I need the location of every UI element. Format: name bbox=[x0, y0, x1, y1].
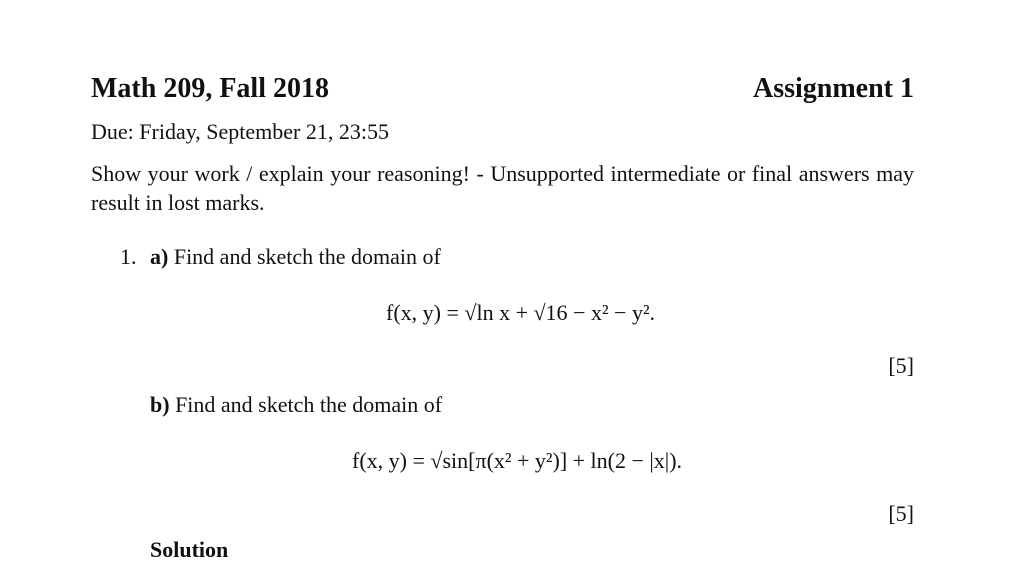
assignment-title: Assignment 1 bbox=[752, 73, 914, 104]
question-part-a bbox=[150, 243, 441, 271]
part-b-formula: f(x, y) = √sin[π(x² + y²)] + ln(2 − |x|). bbox=[352, 448, 683, 473]
part-a-marks: [5] bbox=[888, 353, 914, 378]
course-title: Math 209, Fall 2018 bbox=[91, 73, 329, 104]
part-a-label: a) bbox=[150, 244, 169, 269]
part-a-text: Find and sketch the domain of bbox=[173, 244, 441, 269]
question-part-b bbox=[150, 391, 442, 419]
document-header bbox=[91, 72, 914, 106]
instructions-text: Show your work / explain your reasoning! - Unsupported intermediate or final answers may result in lost marks. bbox=[91, 161, 914, 215]
part-b-label: b) bbox=[150, 392, 170, 417]
part-a-formula: f(x, y) = √ln x + √16 − x² − y². bbox=[386, 300, 656, 325]
solution-heading: Solution bbox=[150, 537, 229, 562]
question-number: 1. bbox=[120, 244, 137, 269]
part-b-marks: [5] bbox=[888, 501, 914, 526]
due-date: Due: Friday, September 21, 23:55 bbox=[91, 119, 389, 144]
part-b-text: Find and sketch the domain of bbox=[175, 392, 443, 417]
